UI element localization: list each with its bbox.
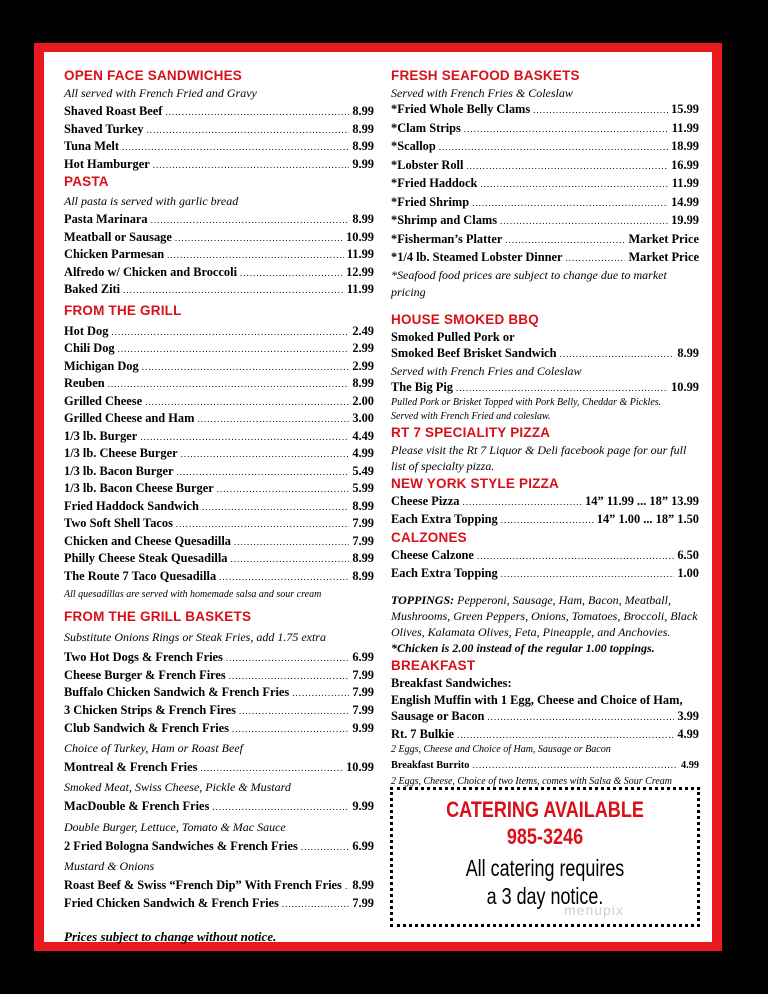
item-note: Smoked Meat, Swiss Cheese, Pickle & Mustard: [64, 780, 291, 794]
menu-item: Two Soft Shell Tacos ..... 7.99: [64, 515, 374, 533]
breakfast-line: Breakfast Sandwiches:: [391, 676, 512, 690]
grill-items: [64, 323, 374, 586]
menu-item: *Scallop ..... 18.99: [391, 138, 699, 156]
menu-item: *Fried Shrimp ..... 14.99: [391, 194, 699, 212]
toppings-label: TOPPINGS:: [391, 593, 455, 607]
menu-item: Sausage or Bacon ..... 3.99: [391, 708, 699, 726]
breakfast-line: English Muffin with 1 Egg, Cheese and Choice of Ham,: [391, 692, 683, 707]
right-column: [391, 52, 699, 789]
menu-item: Smoked Beef Brisket Sandwich ..... 8.99: [391, 345, 699, 363]
menu-item: Cheese Calzone ..... 6.50: [391, 547, 699, 565]
quesadilla-footnote: All quesadillas are served with homemade salsa and sour cream: [64, 589, 322, 600]
menu-item: Hot Hamburger ..... 9.99: [64, 156, 374, 174]
section-title-calzones: CALZONES: [391, 530, 467, 545]
menu-item: Club Sandwich & French Fries ..... 9.99: [64, 720, 374, 738]
item-note: 2 Eggs, Cheese and Choice of Ham, Sausage or Bacon: [391, 744, 611, 755]
item-note: Choice of Turkey, Ham or Roast Beef: [64, 740, 243, 755]
toppings-list: [391, 592, 699, 640]
menu-item: Shaved Turkey ..... 8.99: [64, 121, 374, 139]
menu-item: Alfredo w/ Chicken and Broccoli ..... 12.99: [64, 264, 374, 282]
menu-item: Grilled Cheese and Ham ..... 3.00: [64, 410, 374, 428]
menu-item: Reuben ..... 8.99: [64, 375, 374, 393]
section-title-seafood: FRESH SEAFOOD BASKETS: [391, 68, 580, 83]
catering-title: CATERING AVAILABLE: [446, 797, 644, 822]
toppings-text: Pepperoni, Sausage, Ham, Bacon, Meatball, Mushrooms, Green Peppers, Onions, Tomatoes, Broccoli, Black Olives, Kalamata Olives, Feta, Pineapple, and Anchovies.: [391, 593, 698, 639]
menu-item: Philly Cheese Steak Quesadilla ..... 8.99: [64, 550, 374, 568]
item-note: Served with French Fried and coleslaw.: [391, 411, 551, 422]
menu-item: Tuna Melt ..... 8.99: [64, 138, 374, 156]
menu-item: 2 Fried Bologna Sandwiches & French Fries ..... 6.99: [64, 838, 374, 856]
menu-item: 1/3 lb. Bacon Burger ..... 5.49: [64, 463, 374, 481]
menu-item: *Fisherman’s Platter ..... Market Price: [391, 231, 699, 249]
section-note: All pasta is served with garlic bread: [64, 194, 239, 208]
section-note: Please visit the Rt 7 Liquor & Deli facebook page for our full list of specialty pizza.: [391, 443, 687, 473]
section-note: All served with French Fried and Gravy: [64, 86, 257, 100]
item-note: Pulled Pork or Brisket Topped with Pork Belly, Cheddar & Pickles.: [391, 397, 662, 408]
item-note: 2 Eggs, Cheese, Choice of two Items, comes with Salsa & Sour Cream: [391, 775, 672, 787]
menu-item: Rt. 7 Bulkie ..... 4.99: [391, 726, 699, 744]
menu-item: The Big Pig ..... 10.99: [391, 379, 699, 397]
menu-item: Roast Beef & Swiss “French Dip” With French Fries ..... 8.99: [64, 877, 374, 895]
menu-item: Grilled Cheese ..... 2.00: [64, 393, 374, 411]
catering-box: [390, 787, 700, 927]
section-note: Served with French Fries & Coleslaw: [391, 86, 573, 100]
item-note: Double Burger, Lettuce, Tomato & Mac Sauce: [64, 819, 286, 834]
section-title-open-face: OPEN FACE SANDWICHES: [64, 68, 243, 83]
section-title-grill-baskets: FROM THE GRILL BASKETS: [64, 609, 252, 624]
menu-item: Hot Dog ..... 2.49: [64, 323, 374, 341]
menu-item: Each Extra Topping ..... 1.00: [391, 565, 699, 583]
menu-item: Buffalo Chicken Sandwich & French Fries ..... 7.99: [64, 684, 374, 702]
section-title-grill: FROM THE GRILL: [64, 302, 182, 318]
price-disclaimer: Prices subject to change without notice.: [64, 929, 277, 944]
menu-item: *1/4 lb. Steamed Lobster Dinner ..... Market Price: [391, 249, 699, 267]
menu-item: Fried Chicken Sandwich & French Fries ..... 7.99: [64, 895, 374, 913]
left-column: [64, 52, 374, 945]
bbq-line: Smoked Pulled Pork or: [391, 329, 515, 344]
section-title-ny-pizza: NEW YORK STYLE PIZZA: [391, 476, 560, 491]
watermark: menupix: [564, 902, 624, 918]
menu-item: MacDouble & French Fries ..... 9.99: [64, 798, 374, 816]
menu-item: *Clam Strips ..... 11.99: [391, 120, 699, 138]
section-title-breakfast: BREAKFAST: [391, 658, 476, 673]
section-note: Substitute Onions Rings or Steak Fries, add 1.75 extra: [64, 630, 326, 644]
menu-item: Two Hot Dogs & French Fries ..... 6.99: [64, 649, 374, 667]
menu-item: 1/3 lb. Burger ..... 4.49: [64, 428, 374, 446]
menu-item: *Fried Haddock ..... 11.99: [391, 175, 699, 193]
menu-item: Montreal & French Fries ..... 10.99: [64, 759, 374, 777]
menu-item: 1/3 lb. Cheese Burger ..... 4.99: [64, 445, 374, 463]
chicken-topping-note: *Chicken is 2.00 instead of the regular 1.00 toppings.: [391, 641, 655, 655]
catering-notice: a 3 day notice.: [486, 883, 604, 909]
menu-item: *Lobster Roll ..... 16.99: [391, 157, 699, 175]
menu-item: Baked Ziti ..... 11.99: [64, 281, 374, 299]
item-note: Served with French Fries and Coleslaw: [391, 363, 582, 378]
menu-item: Fried Haddock Sandwich ..... 8.99: [64, 498, 374, 516]
catering-phone: 985-3246: [506, 824, 584, 849]
menu-item: Breakfast Burrito ..... 4.99: [391, 757, 699, 775]
menu-item: 3 Chicken Strips & French Fires ..... 7.99: [64, 702, 374, 720]
section-title-bbq: HOUSE SMOKED BBQ: [391, 311, 539, 327]
menu-item: Cheese Pizza ..... 14” 11.99 ... 18” 13.99: [391, 493, 699, 511]
menu-item: Meatball or Sausage ..... 10.99: [64, 229, 374, 247]
menu-item: 1/3 lb. Bacon Cheese Burger ..... 5.99: [64, 480, 374, 498]
menu-item: *Fried Whole Belly Clams ..... 15.99: [391, 101, 699, 119]
menu-item: Shaved Roast Beef ..... 8.99: [64, 103, 374, 121]
seafood-footnote: *Seafood food prices are subject to change due to market pricing: [391, 267, 667, 299]
section-title-pasta: PASTA: [64, 174, 109, 189]
item-note: Mustard & Onions: [64, 859, 155, 873]
menu-item: *Shrimp and Clams ..... 19.99: [391, 212, 699, 230]
menu-item: Michigan Dog ..... 2.99: [64, 358, 374, 376]
menu-item: Chicken Parmesan ..... 11.99: [64, 246, 374, 264]
menu-item: Cheese Burger & French Fires ..... 7.99: [64, 667, 374, 685]
menu-item: Each Extra Topping ..... 14” 1.00 ... 18” 1.50: [391, 511, 699, 529]
menu-item: The Route 7 Taco Quesadilla ..... 8.99: [64, 568, 374, 586]
menu-item: Pasta Marinara ..... 8.99: [64, 211, 374, 229]
menu-page: [44, 52, 712, 942]
section-title-speciality-pizza: RT 7 SPECIALITY PIZZA: [391, 425, 551, 440]
menu-item: Chicken and Cheese Quesadilla ..... 7.99: [64, 533, 374, 551]
menu-item: Chili Dog ..... 2.99: [64, 340, 374, 358]
catering-notice: All catering requires: [465, 855, 625, 881]
